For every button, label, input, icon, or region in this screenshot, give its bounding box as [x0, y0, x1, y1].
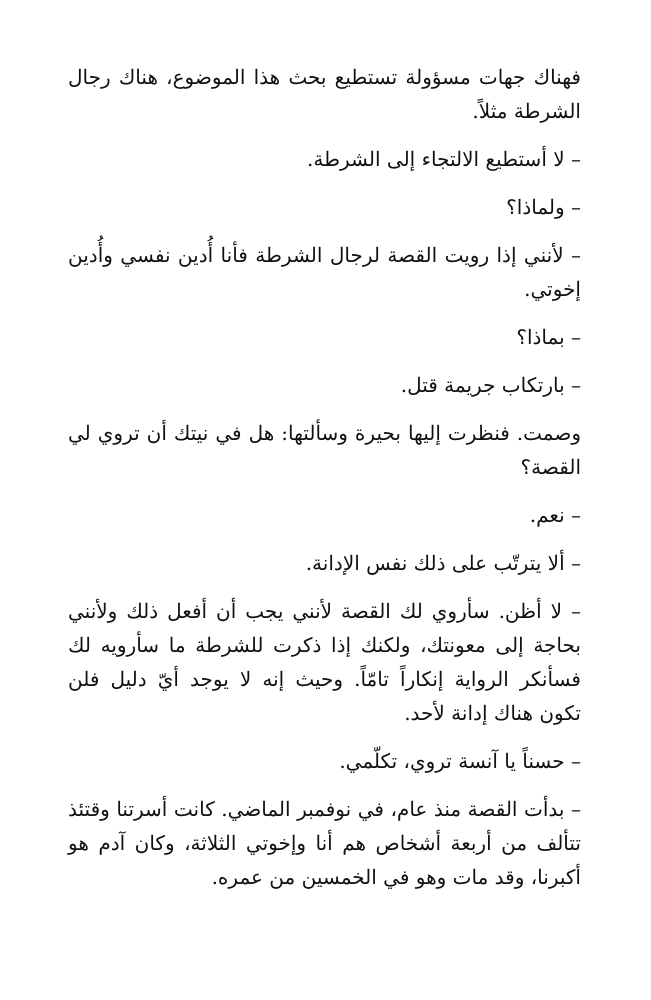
paragraph-8: – نعم. — [529, 503, 581, 527]
paragraph-12: – بدأت القصة منذ عام، في نوفمبر الماضي. كانت أسرتنا وقتئذ تتألف من أربعة أشخاص هم أنا وإخوتي الثلاثة، وكان آدم هو أكبرنا، وقد مات وهو في الخمسين من عمره. — [68, 797, 581, 889]
paragraph-9: – ألا يترتّب على ذلك نفس الإدانة. — [305, 551, 581, 575]
paragraph-10: – لا أظن. سأروي لك القصة لأنني يجب أن أفعل ذلك ولأنني بحاجة إلى معونتك، ولكنك إذا ذكرت للشرطة ما سأرويه لك فسأنكر الرواية إنكاراً تامّاً. وحيث إنه لا يوجد أيّ دليل فلن تكون هناك إدانة لأحد. — [68, 599, 581, 725]
paragraph-2: – لا أستطيع الالتجاء إلى الشرطة. — [307, 147, 581, 171]
paragraph-7: وصمت. فنظرت إليها بحيرة وسألتها: هل في نيتك أن تروي لي القصة؟ — [68, 421, 581, 479]
book-page — [68, 60, 581, 908]
paragraph-6: – بارتكاب جريمة قتل. — [400, 373, 581, 397]
paragraph-11: – حسناً يا آنسة تروي، تكلّمي. — [339, 749, 581, 773]
paragraph-4: – لأنني إذا رويت القصة لرجال الشرطة فأنا أُدين نفسي وأُدين إخوتي. — [68, 243, 581, 301]
paragraph-3: – ولماذا؟ — [506, 195, 581, 219]
paragraph-1: فهناك جهات مسؤولة تستطيع بحث هذا الموضوع، هناك رجال الشرطة مثلاً. — [68, 65, 581, 123]
paragraph-5: – بماذا؟ — [516, 325, 581, 349]
